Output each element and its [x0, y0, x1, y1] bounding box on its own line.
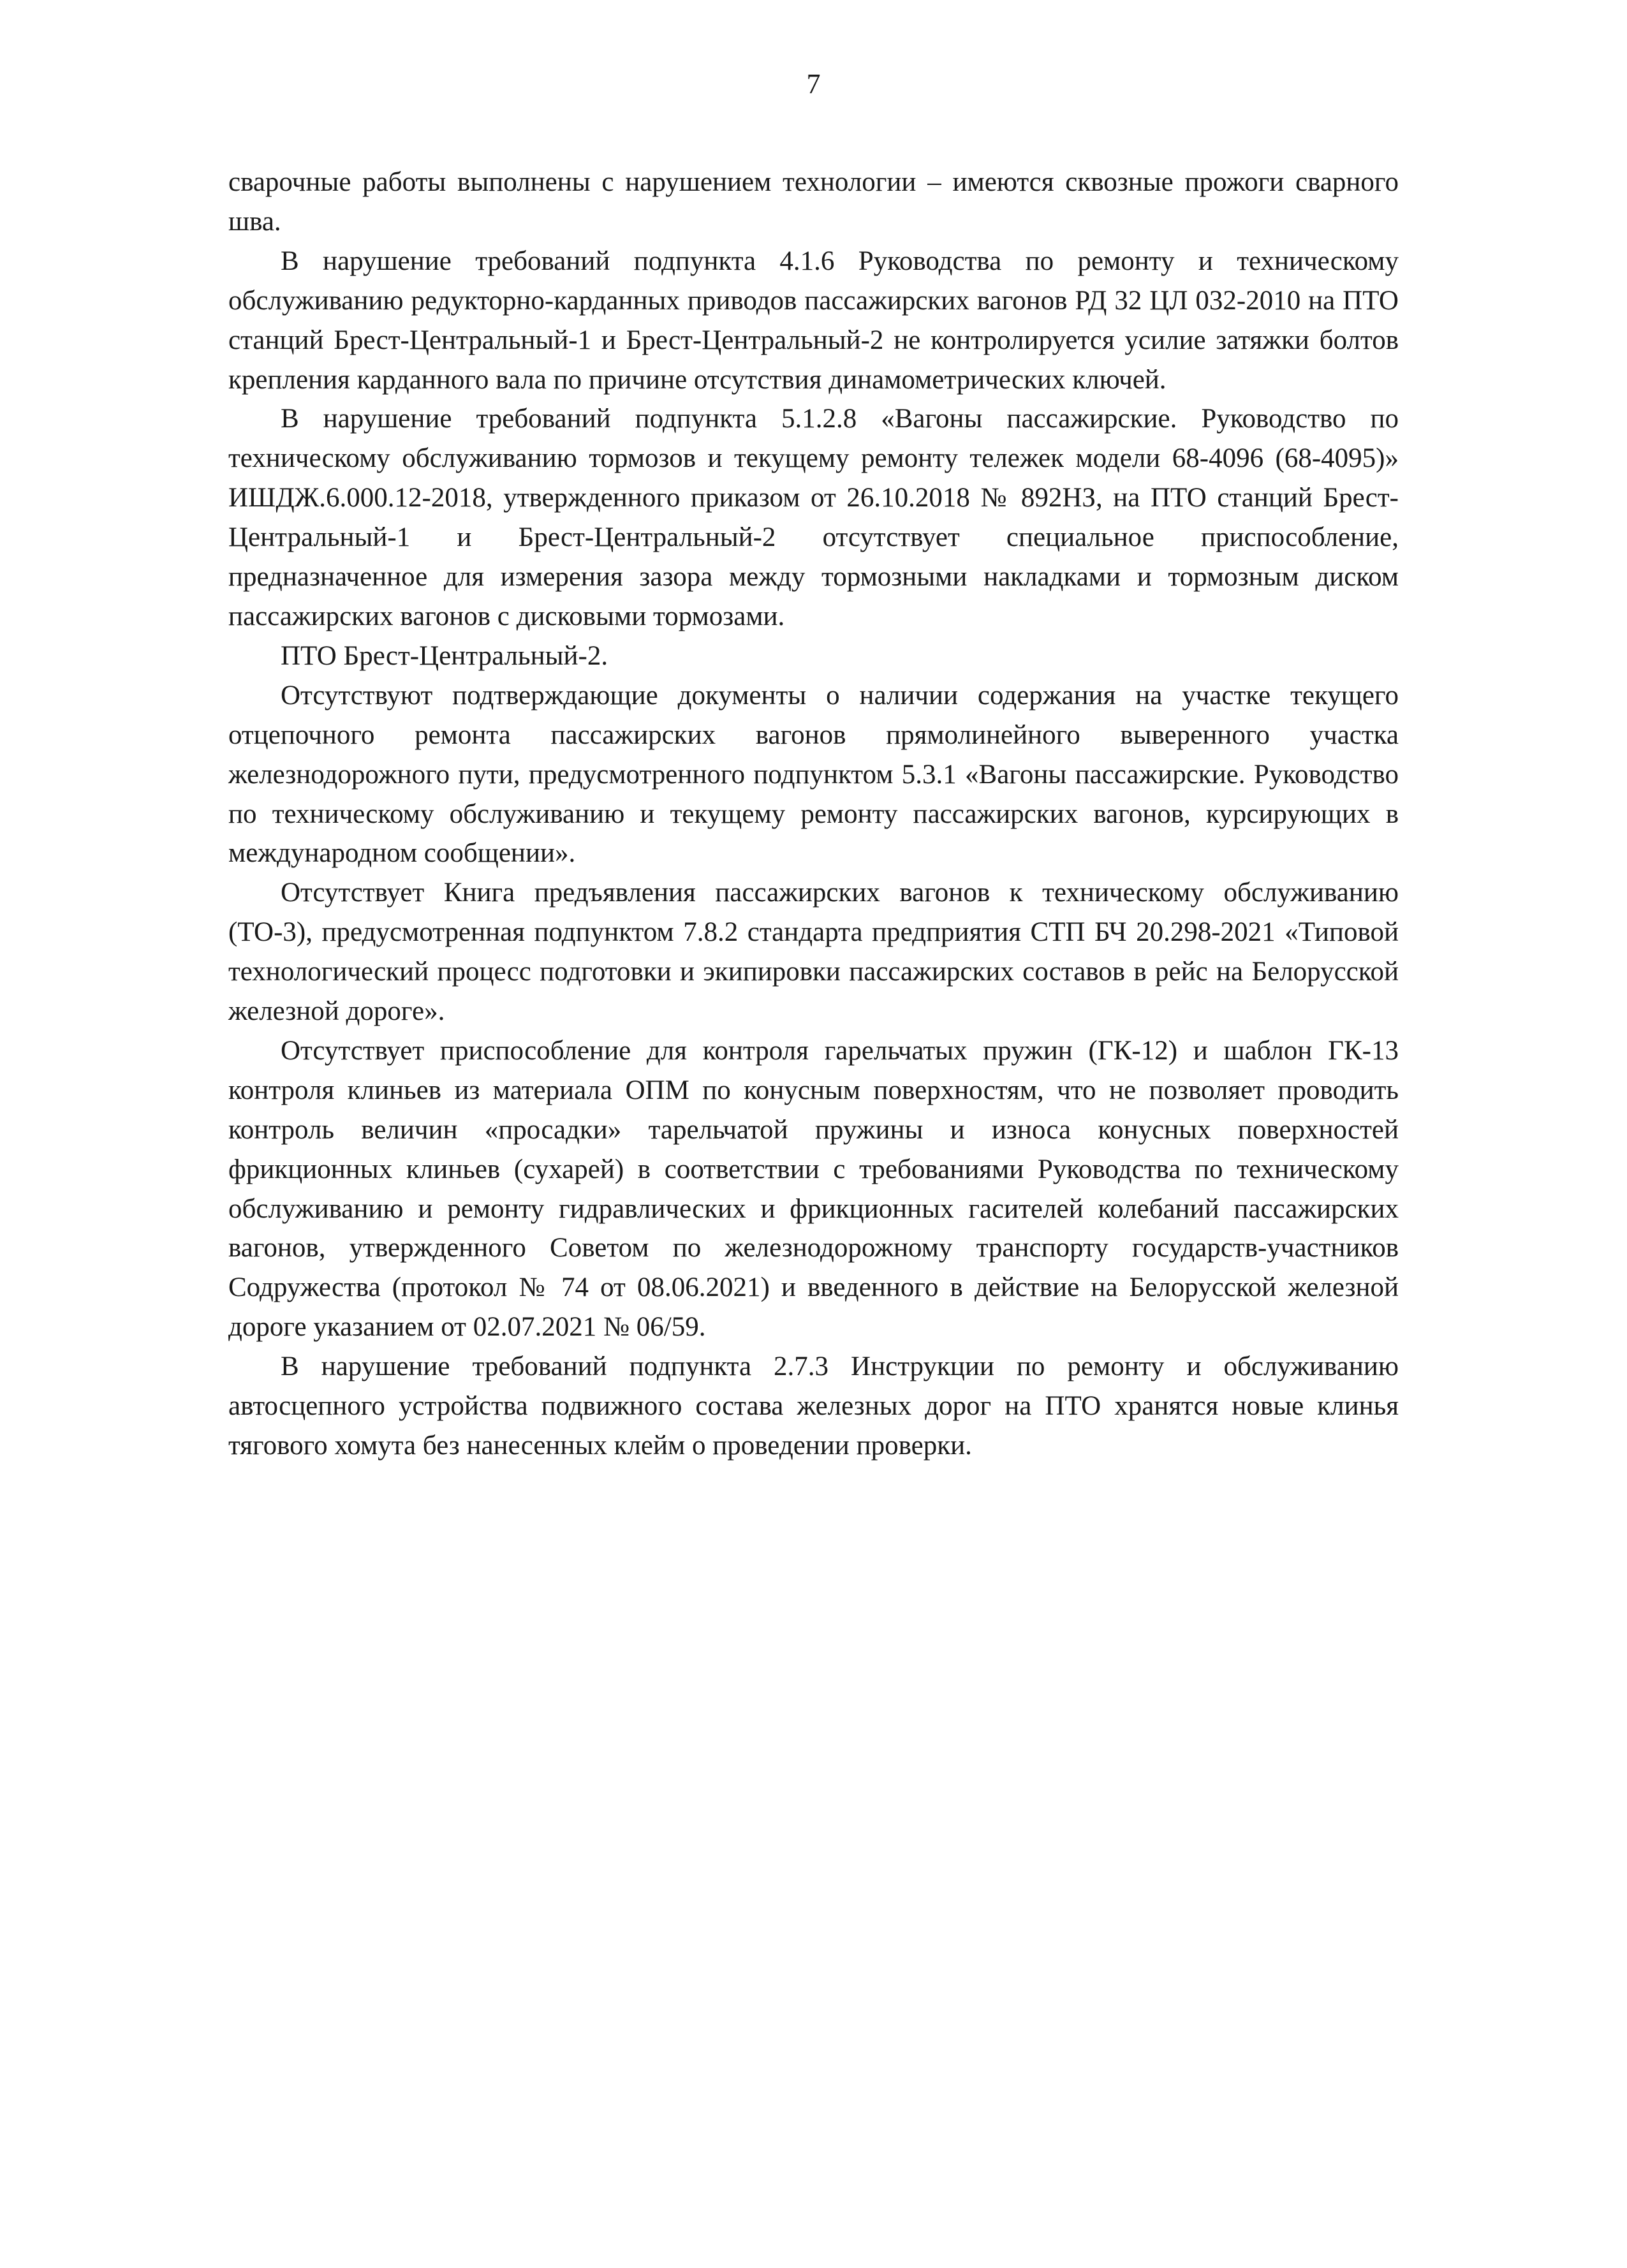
paragraph: сварочные работы выполнены с нарушением технологии – имеются сквозные прожоги сварного шва.	[228, 167, 1399, 237]
document-body	[228, 163, 1399, 1466]
paragraph: Отсутствует Книга предъявления пассажирских вагонов к техническому обслуживанию (ТО-3), предусмотренная подпунктом 7.8.2 стандарта предприятия СТП БЧ 20.298-2021 «Типовой технологический процесс подготовки и экипировки пассажирских составов в рейс на Белорусской железной дороге».	[228, 878, 1399, 1027]
paragraph: В нарушение требований подпункта 4.1.6 Руководства по ремонту и техническому обслуживанию редукторно-карданных приводов пассажирских вагонов РД 32 ЦЛ 032-2010 на ПТО станций Брест-Центральный-1 и Брест-Центральный-2 не контролируется усилие затяжки болтов крепления карданного вала по причине отсутствия динамометрических ключей.	[228, 246, 1399, 395]
paragraph: В нарушение требований подпункта 5.1.2.8 «Вагоны пассажирские. Руководство по техническому обслуживанию тормозов и текущему ремонту тележек модели 68-4096 (68-4095)» ИШДЖ.6.000.12-2018, утвержденного приказом от 26.10.2018 № 892НЗ, на ПТО станций Брест-Центральный-1 и Брест-Центральный-2 отсутствует специальное приспособление, предназначенное для измерения зазора между тормозными накладками и тормозным диском пассажирских вагонов с дисковыми тормозами.	[228, 404, 1399, 631]
paragraph: В нарушение требований подпункта 2.7.3 Инструкции по ремонту и обслуживанию автосцепного устройства подвижного состава железных дорог на ПТО хранятся новые клинья тягового хомута без нанесенных клейм о проведении проверки.	[228, 1351, 1399, 1461]
paragraph: Отсутствует приспособление для контроля гарельчатых пружин (ГК-12) и шаблон ГК-13 контроля клиньев из материала ОПМ по конусным поверхностям, что не позволяет проводить контроль величин «просадки» тарельчатой пружины и износа конусных поверхностей фрикционных клиньев (сухарей) в соответствии с требованиями Руководства по техническому обслуживанию и ремонту гидравлических и фрикционных гасителей колебаний пассажирских вагонов, утвержденного Советом по железнодорожному транспорту государств-участников Содружества (протокол № 74 от 08.06.2021) и введенного в действие на Белорусской железной дороге указанием от 02.07.2021 № 06/59.	[228, 1035, 1399, 1343]
paragraph: ПТО Брест-Центральный-2.	[281, 640, 608, 671]
page-number: 7	[806, 68, 821, 99]
paragraph: Отсутствуют подтверждающие документы о наличии содержания на участке текущего отцепочного ремонта пассажирских вагонов прямолинейного выверенного участка железнодорожного пути, предусмотренного подпунктом 5.3.1 «Вагоны пассажирские. Руководство по техническому обслуживанию и текущему ремонту пассажирских вагонов, курсирующих в международном сообщении».	[228, 680, 1399, 869]
